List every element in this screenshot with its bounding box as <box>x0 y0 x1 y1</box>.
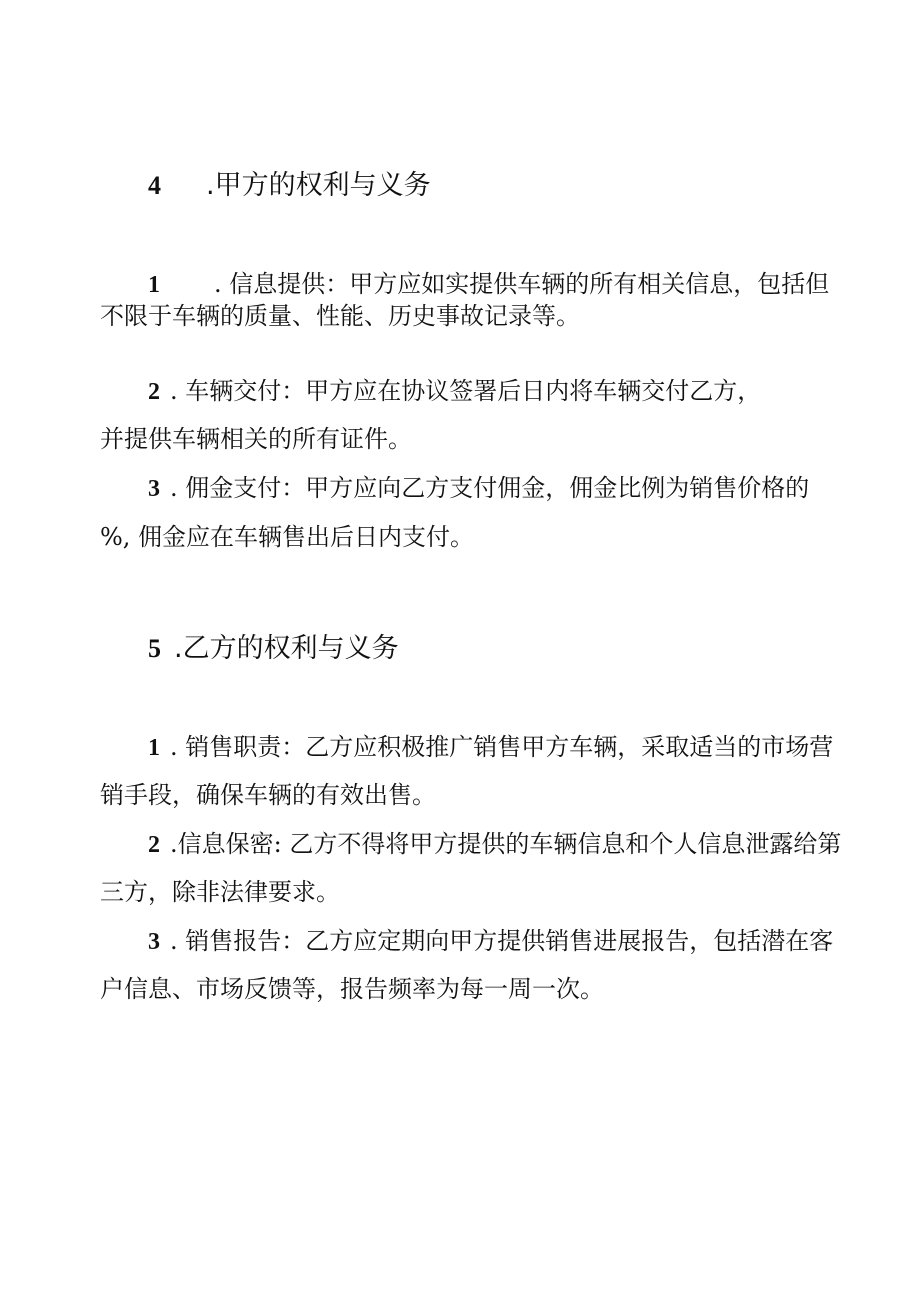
section-5-item-1-line-2 <box>100 779 436 811</box>
section-4-item-2-line-2 <box>100 423 412 455</box>
section-4-title: .甲方的权利与义务 <box>206 170 431 201</box>
section-5-item-2-text-1: .信息保密: 乙方不得将甲方提供的车辆信息和个人信息泄露给第 <box>170 830 842 858</box>
section-5-item-3-line-2 <box>100 973 604 1005</box>
section-4-item-1-line-1 <box>148 268 829 301</box>
section-5-number: 5 <box>148 634 161 663</box>
section-5-item-2-line-1 <box>148 828 841 861</box>
section-4-item-3-text-1: . 佣金支付：甲方应向乙方支付佣金，佣金比例为销售价格的 <box>170 474 810 502</box>
section-4-item-3-text-2: %, 佣金应在车辆售出后日内支付。 <box>100 523 475 551</box>
section-5-item-1-number: 1 <box>148 735 160 761</box>
section-4-item-3-line-1 <box>148 472 809 505</box>
section-5-item-1-text-2: 销手段，确保车辆的有效出售。 <box>100 781 436 809</box>
section-4-heading <box>148 169 431 203</box>
section-5-heading <box>148 632 399 666</box>
section-5-item-1-text-1: . 销售职责：乙方应积极推广销售甲方车辆，采取适当的市场营 <box>170 733 834 761</box>
section-4-item-2-text-1: . 车辆交付：甲方应在协议签署后日内将车辆交付乙方， <box>170 377 762 405</box>
section-5-item-2-text-2: 三方，除非法律要求。 <box>100 878 340 906</box>
section-4-item-1-text-2: 不限于车辆的质量、性能、历史事故记录等。 <box>100 302 580 330</box>
section-5-item-2-line-2 <box>100 876 340 908</box>
section-4-item-1-line-2 <box>100 300 580 332</box>
section-5-title: .乙方的权利与义务 <box>174 633 399 664</box>
section-5-item-3-text-1: . 销售报告：乙方应定期向甲方提供销售进展报告，包括潜在客 <box>170 927 834 955</box>
section-4-item-1-number: 1 <box>148 272 160 298</box>
section-4-item-1-text-1: . 信息提供：甲方应如实提供车辆的所有相关信息，包括但 <box>214 270 830 298</box>
section-4-item-3-line-2 <box>100 521 474 553</box>
section-4-item-2-number: 2 <box>148 379 160 405</box>
section-5-item-2-number: 2 <box>148 832 160 858</box>
section-5-item-1-line-1 <box>148 731 833 764</box>
section-5-item-3-line-1 <box>148 925 833 958</box>
section-4-item-2-text-2: 并提供车辆相关的所有证件。 <box>100 425 412 453</box>
section-4-item-3-number: 3 <box>148 476 160 502</box>
section-4-number: 4 <box>148 171 161 200</box>
section-5-item-3-text-2: 户信息、市场反馈等，报告频率为每一周一次。 <box>100 975 604 1003</box>
section-5-item-3-number: 3 <box>148 929 160 955</box>
section-4-item-2-line-1 <box>148 375 761 408</box>
